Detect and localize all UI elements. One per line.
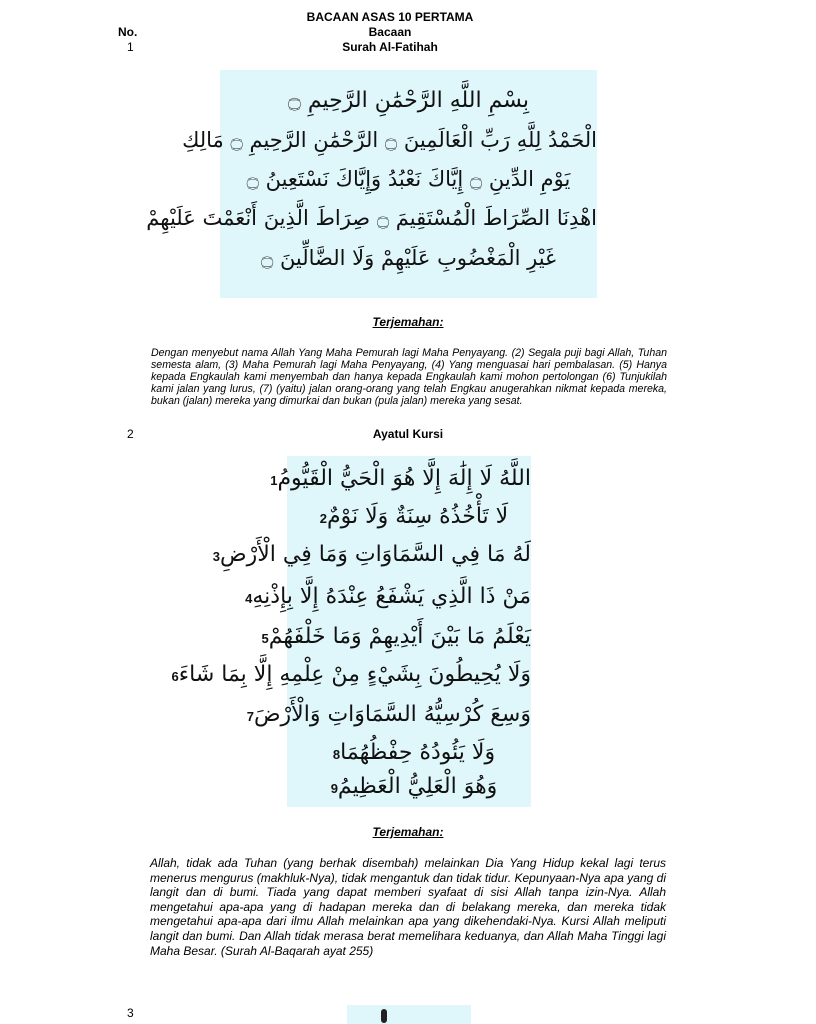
item-title-ayatul-kursi: Ayatul Kursi	[372, 427, 444, 441]
translation-ayatul-kursi: Allah, tidak ada Tuhan (yang berhak disembah) melainkan Dia Yang Hidup kekal lagi terus menerus mengurus (makhluk-Nya), tidak mengantuk dan tidak tidur. Kepunyaan-Nya apa yang di langit dan di bumi. Tiada yang dapat memberi syafaat di sisi Allah tanpa izin-Nya. Allah mengetahui apa-apa yang di hadapan mereka dan di belakang mereka, dan mereka tidak mengetahui apa-apa dari ilmu Allah melainkan apa yang dikehendaki-Nya. Kursi Allah meliputi langit dan bumi. Dan Allah tidak merasa berat memelihara keduanya, dan Allah Maha Tinggi lagi Maha Besar. (Surah Al-Baqarah ayat 255)	[150, 856, 666, 958]
fatihah-line-4: اهْدِنَا الصِّرَاطَ الْمُسْتَقِيمَ ۝ صِرَاطَ الَّذِينَ أَنْعَمْتَ عَلَيْهِمْ	[146, 206, 597, 230]
ayatul-kursi-arabic-image	[171, 456, 531, 807]
fatihah-line-2: الْحَمْدُ لِلَّهِ رَبِّ الْعَالَمِينَ ۝ الرَّحْمَٰنِ الرَّحِيمِ ۝ مَالِكِ	[182, 128, 597, 152]
fatihah-arabic-image	[146, 70, 597, 298]
item-number-2: 2	[127, 427, 134, 441]
item-number-3: 3	[127, 1006, 134, 1020]
kursi-line-8: وَلَا يَئُودُهُ حِفْظُهُمَا8	[332, 740, 496, 765]
kursi-line-3: لَهُ مَا فِي السَّمَاوَاتِ وَمَا فِي الْأَرْضِ3	[212, 542, 531, 567]
item-3-arabic-image	[347, 1005, 471, 1024]
document-title: BACAAN ASAS 10 PERTAMA	[306, 10, 474, 24]
translation-fatihah: Dengan menyebut nama Allah Yang Maha Pemurah lagi Maha Penyayang. (2) Segala puji bagi Allah, Tuhan semesta alam, (3) Maha Pemurah lagi Maha Penyayang, (4) Yang menguasai hari pembalasan. (5) Hanya kepada Engkaulah kami menyembah dan hanya kepada Engkaulah kami mohon pertolongan (6) Tunjukilah kami jalan yang lurus, (7) (yaitu) jalan orang-orang yang telah Engkau anugerahkan nikmat kepada mereka, bukan (jalan) mereka yang dimurkai dan bukan (pula jalan) mereka yang sesat.	[151, 347, 667, 407]
item-title-fatihah: Surah Al-Fatihah	[342, 40, 438, 54]
fatihah-line-1: بِسْمِ اللَّهِ الرَّحْمَٰنِ الرَّحِيمِ ۝	[287, 88, 529, 113]
translation-heading-fatihah: Terjemahan:	[372, 315, 444, 329]
kursi-line-7: وَسِعَ كُرْسِيُّهُ السَّمَاوَاتِ وَالْأَرْضَ7	[246, 702, 531, 727]
kursi-line-6: وَلَا يُحِيطُونَ بِشَيْءٍ مِنْ عِلْمِهِ إِلَّا بِمَا شَاءَ6	[171, 662, 531, 687]
column-header-bacaan: Bacaan	[368, 25, 412, 39]
kursi-line-9: وَهُوَ الْعَلِيُّ الْعَظِيمُ9	[330, 774, 498, 799]
column-header-no: No.	[118, 25, 138, 39]
arabic-glyph-fragment	[381, 1009, 387, 1023]
item-number-1: 1	[127, 40, 134, 54]
fatihah-line-3: يَوْمِ الدِّينِ ۝ إِيَّاكَ نَعْبُدُ وَإِيَّاكَ نَسْتَعِينُ ۝	[246, 167, 571, 191]
kursi-line-1: اللَّهُ لَا إِلَٰهَ إِلَّا هُوَ الْحَيُّ الْقَيُّومُ1	[270, 466, 531, 491]
translation-heading-ayatul-kursi: Terjemahan:	[372, 825, 444, 839]
kursi-line-4: مَنْ ذَا الَّذِي يَشْفَعُ عِنْدَهُ إِلَّا بِإِذْنِهِ4	[245, 584, 531, 609]
fatihah-line-5: غَيْرِ الْمَغْضُوبِ عَلَيْهِمْ وَلَا الضَّالِّينَ ۝	[260, 246, 557, 270]
kursi-line-2: لَا تَأْخُذُهُ سِنَةٌ وَلَا نَوْمٌ2	[319, 504, 509, 529]
kursi-line-5: يَعْلَمُ مَا بَيْنَ أَيْدِيهِمْ وَمَا خَلْفَهُمْ5	[261, 624, 531, 649]
